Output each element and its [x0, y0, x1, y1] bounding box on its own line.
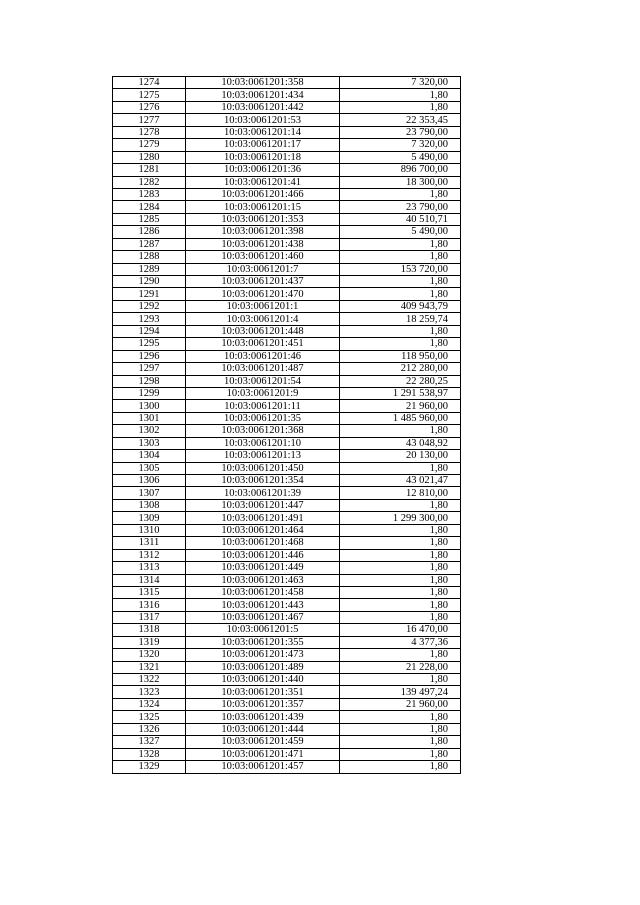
row-number-cell: 1316 [113, 599, 186, 611]
cadastral-number-cell: 10:03:0061201:46 [186, 350, 340, 362]
cadastral-number-cell: 10:03:0061201:489 [186, 661, 340, 673]
row-number-cell: 1329 [113, 761, 186, 773]
value-cell: 1,80 [340, 462, 461, 474]
row-number-cell: 1324 [113, 698, 186, 710]
row-number-cell: 1319 [113, 636, 186, 648]
row-number-cell: 1303 [113, 437, 186, 449]
table-row [113, 674, 461, 686]
cadastral-number-cell: 10:03:0061201:398 [186, 226, 340, 238]
cadastral-number-cell: 10:03:0061201:17 [186, 139, 340, 151]
value-cell: 1 299 300,00 [340, 512, 461, 524]
table-row [113, 89, 461, 101]
row-number-cell: 1305 [113, 462, 186, 474]
table-row [113, 686, 461, 698]
table-row [113, 288, 461, 300]
row-number-cell: 1301 [113, 412, 186, 424]
table-row [113, 624, 461, 636]
cadastral-number-cell: 10:03:0061201:39 [186, 487, 340, 499]
row-number-cell: 1278 [113, 126, 186, 138]
table-row [113, 164, 461, 176]
value-cell: 1,80 [340, 188, 461, 200]
cadastral-number-cell: 10:03:0061201:357 [186, 698, 340, 710]
table-body [113, 77, 461, 774]
cadastral-value-table [112, 76, 461, 774]
table-row [113, 450, 461, 462]
row-number-cell: 1304 [113, 450, 186, 462]
cadastral-number-cell: 10:03:0061201:14 [186, 126, 340, 138]
table-row [113, 313, 461, 325]
value-cell: 1,80 [340, 562, 461, 574]
row-number-cell: 1313 [113, 562, 186, 574]
row-number-cell: 1302 [113, 425, 186, 437]
table-row [113, 139, 461, 151]
table-row [113, 363, 461, 375]
value-cell: 1,80 [340, 537, 461, 549]
row-number-cell: 1314 [113, 574, 186, 586]
table-row [113, 300, 461, 312]
cadastral-number-cell: 10:03:0061201:41 [186, 176, 340, 188]
value-cell: 5 490,00 [340, 151, 461, 163]
cadastral-number-cell: 10:03:0061201:434 [186, 89, 340, 101]
cadastral-number-cell: 10:03:0061201:437 [186, 276, 340, 288]
value-cell: 21 228,00 [340, 661, 461, 673]
cadastral-number-cell: 10:03:0061201:5 [186, 624, 340, 636]
value-cell: 4 377,36 [340, 636, 461, 648]
cadastral-number-cell: 10:03:0061201:7 [186, 263, 340, 275]
value-cell: 1,80 [340, 674, 461, 686]
table-row [113, 176, 461, 188]
value-cell: 1,80 [340, 736, 461, 748]
value-cell: 12 810,00 [340, 487, 461, 499]
value-cell: 1,80 [340, 574, 461, 586]
table-row [113, 711, 461, 723]
cadastral-number-cell: 10:03:0061201:354 [186, 475, 340, 487]
value-cell: 7 320,00 [340, 77, 461, 89]
cadastral-number-cell: 10:03:0061201:438 [186, 238, 340, 250]
cadastral-number-cell: 10:03:0061201:447 [186, 499, 340, 511]
row-number-cell: 1306 [113, 475, 186, 487]
row-number-cell: 1317 [113, 611, 186, 623]
table-row [113, 537, 461, 549]
table-row [113, 338, 461, 350]
value-cell: 153 720,00 [340, 263, 461, 275]
table-row [113, 748, 461, 760]
value-cell: 22 280,25 [340, 375, 461, 387]
cadastral-number-cell: 10:03:0061201:358 [186, 77, 340, 89]
value-cell: 1,80 [340, 288, 461, 300]
row-number-cell: 1323 [113, 686, 186, 698]
table-row [113, 375, 461, 387]
cadastral-number-cell: 10:03:0061201:1 [186, 300, 340, 312]
row-number-cell: 1310 [113, 524, 186, 536]
value-cell: 1,80 [340, 101, 461, 113]
value-cell: 1,80 [340, 276, 461, 288]
row-number-cell: 1286 [113, 226, 186, 238]
cadastral-number-cell: 10:03:0061201:9 [186, 387, 340, 399]
row-number-cell: 1320 [113, 649, 186, 661]
cadastral-number-cell: 10:03:0061201:53 [186, 114, 340, 126]
cadastral-number-cell: 10:03:0061201:13 [186, 450, 340, 462]
cadastral-number-cell: 10:03:0061201:440 [186, 674, 340, 686]
value-cell: 43 048,92 [340, 437, 461, 449]
value-cell: 43 021,47 [340, 475, 461, 487]
row-number-cell: 1284 [113, 201, 186, 213]
value-cell: 896 700,00 [340, 164, 461, 176]
table-row [113, 549, 461, 561]
cadastral-number-cell: 10:03:0061201:460 [186, 251, 340, 263]
row-number-cell: 1282 [113, 176, 186, 188]
cadastral-number-cell: 10:03:0061201:450 [186, 462, 340, 474]
table-row [113, 487, 461, 499]
value-cell: 1 291 538,97 [340, 387, 461, 399]
table-row [113, 512, 461, 524]
value-cell: 1,80 [340, 711, 461, 723]
cadastral-number-cell: 10:03:0061201:54 [186, 375, 340, 387]
value-cell: 1,80 [340, 524, 461, 536]
value-cell: 1 485 960,00 [340, 412, 461, 424]
row-number-cell: 1294 [113, 325, 186, 337]
table-row [113, 276, 461, 288]
table-row [113, 437, 461, 449]
row-number-cell: 1296 [113, 350, 186, 362]
value-cell: 5 490,00 [340, 226, 461, 238]
table-row [113, 387, 461, 399]
cadastral-number-cell: 10:03:0061201:355 [186, 636, 340, 648]
cadastral-number-cell: 10:03:0061201:35 [186, 412, 340, 424]
row-number-cell: 1300 [113, 400, 186, 412]
cadastral-number-cell: 10:03:0061201:471 [186, 748, 340, 760]
row-number-cell: 1280 [113, 151, 186, 163]
row-number-cell: 1289 [113, 263, 186, 275]
table-row [113, 462, 461, 474]
table-row [113, 611, 461, 623]
value-cell: 18 259,74 [340, 313, 461, 325]
cadastral-number-cell: 10:03:0061201:353 [186, 213, 340, 225]
row-number-cell: 1287 [113, 238, 186, 250]
table-row [113, 574, 461, 586]
cadastral-number-cell: 10:03:0061201:468 [186, 537, 340, 549]
cadastral-number-cell: 10:03:0061201:449 [186, 562, 340, 574]
row-number-cell: 1293 [113, 313, 186, 325]
row-number-cell: 1276 [113, 101, 186, 113]
table-row [113, 586, 461, 598]
value-cell: 1,80 [340, 425, 461, 437]
cadastral-number-cell: 10:03:0061201:464 [186, 524, 340, 536]
value-cell: 118 950,00 [340, 350, 461, 362]
cadastral-number-cell: 10:03:0061201:463 [186, 574, 340, 586]
row-number-cell: 1283 [113, 188, 186, 200]
cadastral-number-cell: 10:03:0061201:11 [186, 400, 340, 412]
table-row [113, 736, 461, 748]
value-cell: 23 790,00 [340, 201, 461, 213]
table-row [113, 325, 461, 337]
cadastral-number-cell: 10:03:0061201:444 [186, 723, 340, 735]
value-cell: 1,80 [340, 338, 461, 350]
value-cell: 7 320,00 [340, 139, 461, 151]
value-cell: 1,80 [340, 586, 461, 598]
value-cell: 1,80 [340, 649, 461, 661]
value-cell: 139 497,24 [340, 686, 461, 698]
table-row [113, 77, 461, 89]
table-row [113, 226, 461, 238]
value-cell: 22 353,45 [340, 114, 461, 126]
row-number-cell: 1326 [113, 723, 186, 735]
row-number-cell: 1318 [113, 624, 186, 636]
value-cell: 1,80 [340, 723, 461, 735]
value-cell: 20 130,00 [340, 450, 461, 462]
table-row [113, 499, 461, 511]
cadastral-number-cell: 10:03:0061201:351 [186, 686, 340, 698]
cadastral-number-cell: 10:03:0061201:442 [186, 101, 340, 113]
cadastral-number-cell: 10:03:0061201:470 [186, 288, 340, 300]
table-row [113, 263, 461, 275]
table-row [113, 649, 461, 661]
cadastral-number-cell: 10:03:0061201:10 [186, 437, 340, 449]
row-number-cell: 1298 [113, 375, 186, 387]
table-row [113, 101, 461, 113]
row-number-cell: 1322 [113, 674, 186, 686]
row-number-cell: 1297 [113, 363, 186, 375]
row-number-cell: 1275 [113, 89, 186, 101]
value-cell: 21 960,00 [340, 400, 461, 412]
row-number-cell: 1288 [113, 251, 186, 263]
row-number-cell: 1325 [113, 711, 186, 723]
row-number-cell: 1292 [113, 300, 186, 312]
table-row [113, 350, 461, 362]
cadastral-number-cell: 10:03:0061201:457 [186, 761, 340, 773]
cadastral-number-cell: 10:03:0061201:491 [186, 512, 340, 524]
table-row [113, 661, 461, 673]
row-number-cell: 1277 [113, 114, 186, 126]
row-number-cell: 1299 [113, 387, 186, 399]
value-cell: 18 300,00 [340, 176, 461, 188]
row-number-cell: 1308 [113, 499, 186, 511]
row-number-cell: 1311 [113, 537, 186, 549]
row-number-cell: 1321 [113, 661, 186, 673]
value-cell: 40 510,71 [340, 213, 461, 225]
value-cell: 1,80 [340, 599, 461, 611]
table-row [113, 238, 461, 250]
value-cell: 1,80 [340, 761, 461, 773]
table-row [113, 151, 461, 163]
value-cell: 409 943,79 [340, 300, 461, 312]
value-cell: 1,80 [340, 238, 461, 250]
cadastral-number-cell: 10:03:0061201:448 [186, 325, 340, 337]
cadastral-number-cell: 10:03:0061201:458 [186, 586, 340, 598]
row-number-cell: 1309 [113, 512, 186, 524]
table-row [113, 599, 461, 611]
cadastral-number-cell: 10:03:0061201:466 [186, 188, 340, 200]
cadastral-number-cell: 10:03:0061201:473 [186, 649, 340, 661]
cadastral-number-cell: 10:03:0061201:15 [186, 201, 340, 213]
cadastral-number-cell: 10:03:0061201:443 [186, 599, 340, 611]
value-cell: 1,80 [340, 325, 461, 337]
row-number-cell: 1290 [113, 276, 186, 288]
value-cell: 1,80 [340, 499, 461, 511]
cadastral-number-cell: 10:03:0061201:446 [186, 549, 340, 561]
row-number-cell: 1279 [113, 139, 186, 151]
table-row [113, 400, 461, 412]
cadastral-number-cell: 10:03:0061201:368 [186, 425, 340, 437]
table-row [113, 698, 461, 710]
cadastral-number-cell: 10:03:0061201:451 [186, 338, 340, 350]
row-number-cell: 1328 [113, 748, 186, 760]
cadastral-number-cell: 10:03:0061201:4 [186, 313, 340, 325]
cadastral-number-cell: 10:03:0061201:487 [186, 363, 340, 375]
table-row [113, 213, 461, 225]
table-row [113, 562, 461, 574]
row-number-cell: 1285 [113, 213, 186, 225]
row-number-cell: 1327 [113, 736, 186, 748]
value-cell: 23 790,00 [340, 126, 461, 138]
cadastral-number-cell: 10:03:0061201:36 [186, 164, 340, 176]
table-row [113, 524, 461, 536]
row-number-cell: 1315 [113, 586, 186, 598]
value-cell: 212 280,00 [340, 363, 461, 375]
row-number-cell: 1281 [113, 164, 186, 176]
table-row [113, 636, 461, 648]
table-row [113, 188, 461, 200]
value-cell: 1,80 [340, 549, 461, 561]
row-number-cell: 1295 [113, 338, 186, 350]
cadastral-number-cell: 10:03:0061201:467 [186, 611, 340, 623]
row-number-cell: 1312 [113, 549, 186, 561]
cadastral-number-cell: 10:03:0061201:439 [186, 711, 340, 723]
table-row [113, 723, 461, 735]
value-cell: 1,80 [340, 611, 461, 623]
table-row [113, 475, 461, 487]
table-row [113, 126, 461, 138]
value-cell: 1,80 [340, 89, 461, 101]
cadastral-number-cell: 10:03:0061201:459 [186, 736, 340, 748]
table-row [113, 201, 461, 213]
table-row [113, 251, 461, 263]
table-row [113, 412, 461, 424]
value-cell: 21 960,00 [340, 698, 461, 710]
row-number-cell: 1291 [113, 288, 186, 300]
value-cell: 1,80 [340, 251, 461, 263]
value-cell: 16 470,00 [340, 624, 461, 636]
cadastral-number-cell: 10:03:0061201:18 [186, 151, 340, 163]
table-row [113, 761, 461, 773]
row-number-cell: 1307 [113, 487, 186, 499]
table-row [113, 114, 461, 126]
row-number-cell: 1274 [113, 77, 186, 89]
value-cell: 1,80 [340, 748, 461, 760]
table-row [113, 425, 461, 437]
